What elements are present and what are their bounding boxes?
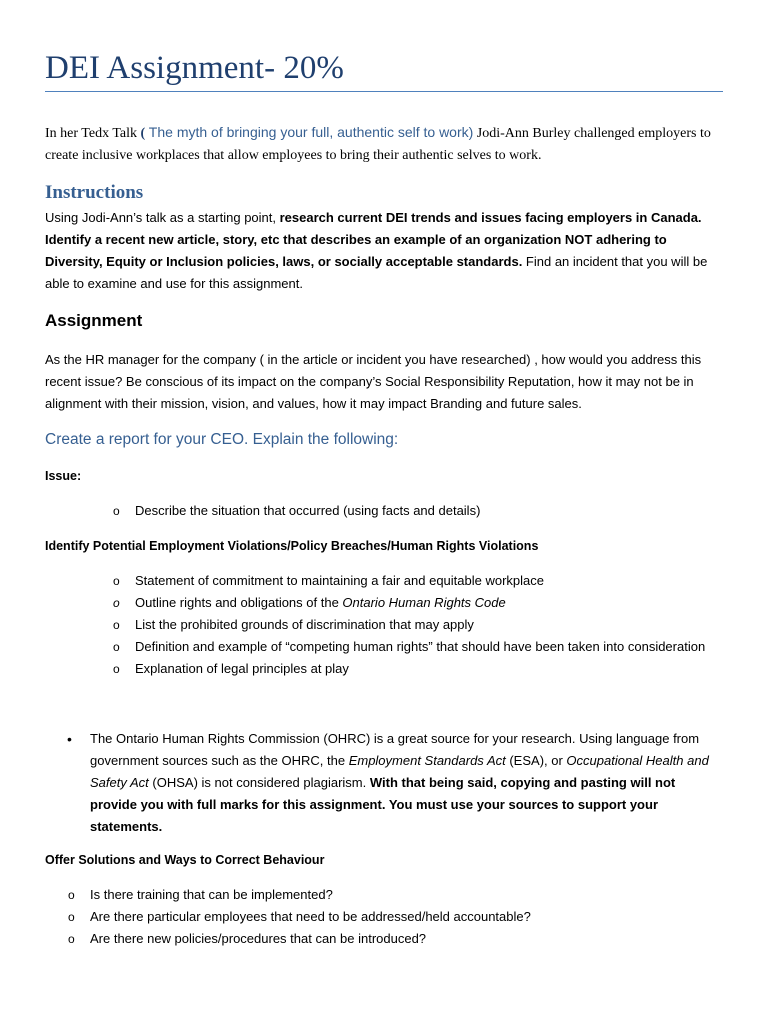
instructions-heading: Instructions [45,182,144,203]
esa-italic: Employment Standards Act [348,753,506,768]
ohrc-part2: (ESA), or [505,753,567,768]
list-item [113,614,723,636]
list-item [113,592,723,614]
solution-item-text: Are there new policies/procedures that can be introduced? [90,931,427,946]
violation-item-text: Outline rights and obligations of the [135,595,343,610]
ohrc-bold: With that being said, copying and pasting will not provide you with full marks for this assignment. You must use your sources to support your statements. [90,775,676,834]
ohsa-italic: Occupational Health and Safety Act [90,753,709,790]
issue-label: Issue: [45,469,82,483]
title-underline [45,91,723,92]
list-item [68,906,723,928]
circle-bullet-icon: o [113,640,120,654]
solutions-label: Offer Solutions and Ways to Correct Behaviour [45,853,325,867]
circle-bullet-icon: o [113,596,120,610]
circle-bullet-icon: o [113,662,120,676]
intro-paragraph [45,121,723,167]
issue-item-text: Describe the situation that occurred (using facts and details) [135,503,481,518]
instructions-bold: research current DEI trends and issues facing employers in Canada. Identify a recent new article, story, etc that describes an example of an organization NOT adhering to Diversity, Equity or Inclusion policies, laws, or socially acceptable standards. [45,210,702,269]
list-item [113,658,723,680]
intro-suffix: Jodi-Ann Burley challenged employers to create inclusive workplaces that allow employees to bring their authentic selves to work. [45,126,711,163]
list-item [113,636,723,658]
page-title: DEI Assignment- 20% [45,50,344,86]
ohrc-part1: The Ontario Human Rights Commission (OHRC) is a great source for your research. Using language from government sources such as the OHRC, the [90,731,700,768]
violation-item-text: List the prohibited grounds of discrimination that may apply [135,617,474,632]
report-heading: Create a report for your CEO. Explain the following: [45,431,399,448]
circle-bullet-icon: o [68,932,75,946]
circle-bullet-icon: o [113,574,120,588]
violations-label: Identify Potential Employment Violations/Policy Breaches/Human Rights Violations [45,539,539,553]
circle-bullet-icon: o [113,618,120,632]
solutions-list [68,884,723,950]
instructions-tail: Find an incident that you will be able to examine and use for this assignment. [45,254,708,291]
talk-title: The myth of bringing your full, authentic self to work) [145,124,474,140]
list-item [68,928,723,950]
circle-bullet-icon: o [68,910,75,924]
intro-prefix: In her Tedx Talk [45,126,141,141]
violation-item-text: Definition and example of “competing human rights” that should have been taken into consideration [135,639,706,654]
circle-bullet-icon: o [113,504,120,518]
issue-list [113,500,723,522]
list-item [113,500,723,522]
assignment-paragraph: As the HR manager for the company ( in the article or incident you have researched) , how would you address this recent issue? Be conscious of its impact on the company’s Social Responsibility Reputation, how it may not be in alignment with their mission, vision, and values, how it may impact Branding and future sales. [45,352,702,411]
intro-paren-open: ( [140,126,146,141]
violations-list [113,570,723,680]
list-item [68,884,723,906]
violation-item-text: Explanation of legal principles at play [135,661,349,676]
ohrc-code-italic: Ontario Human Rights Code [342,595,506,610]
instructions-paragraph [45,207,723,295]
assignment-heading: Assignment [45,311,143,330]
ohrc-part3: (OHSA) is not considered plagiarism. [148,775,370,790]
ohrc-note [67,728,723,838]
dot-bullet-icon: • [67,731,72,747]
circle-bullet-icon: o [68,888,75,902]
solution-item-text: Are there particular employees that need to be addressed/held accountable? [90,909,531,924]
solution-item-text: Is there training that can be implemented? [90,887,333,902]
instructions-lead: Using Jodi-Ann’s talk as a starting point, [45,210,280,225]
list-item [113,570,723,592]
violation-item-text: Statement of commitment to maintaining a fair and equitable workplace [135,573,544,588]
